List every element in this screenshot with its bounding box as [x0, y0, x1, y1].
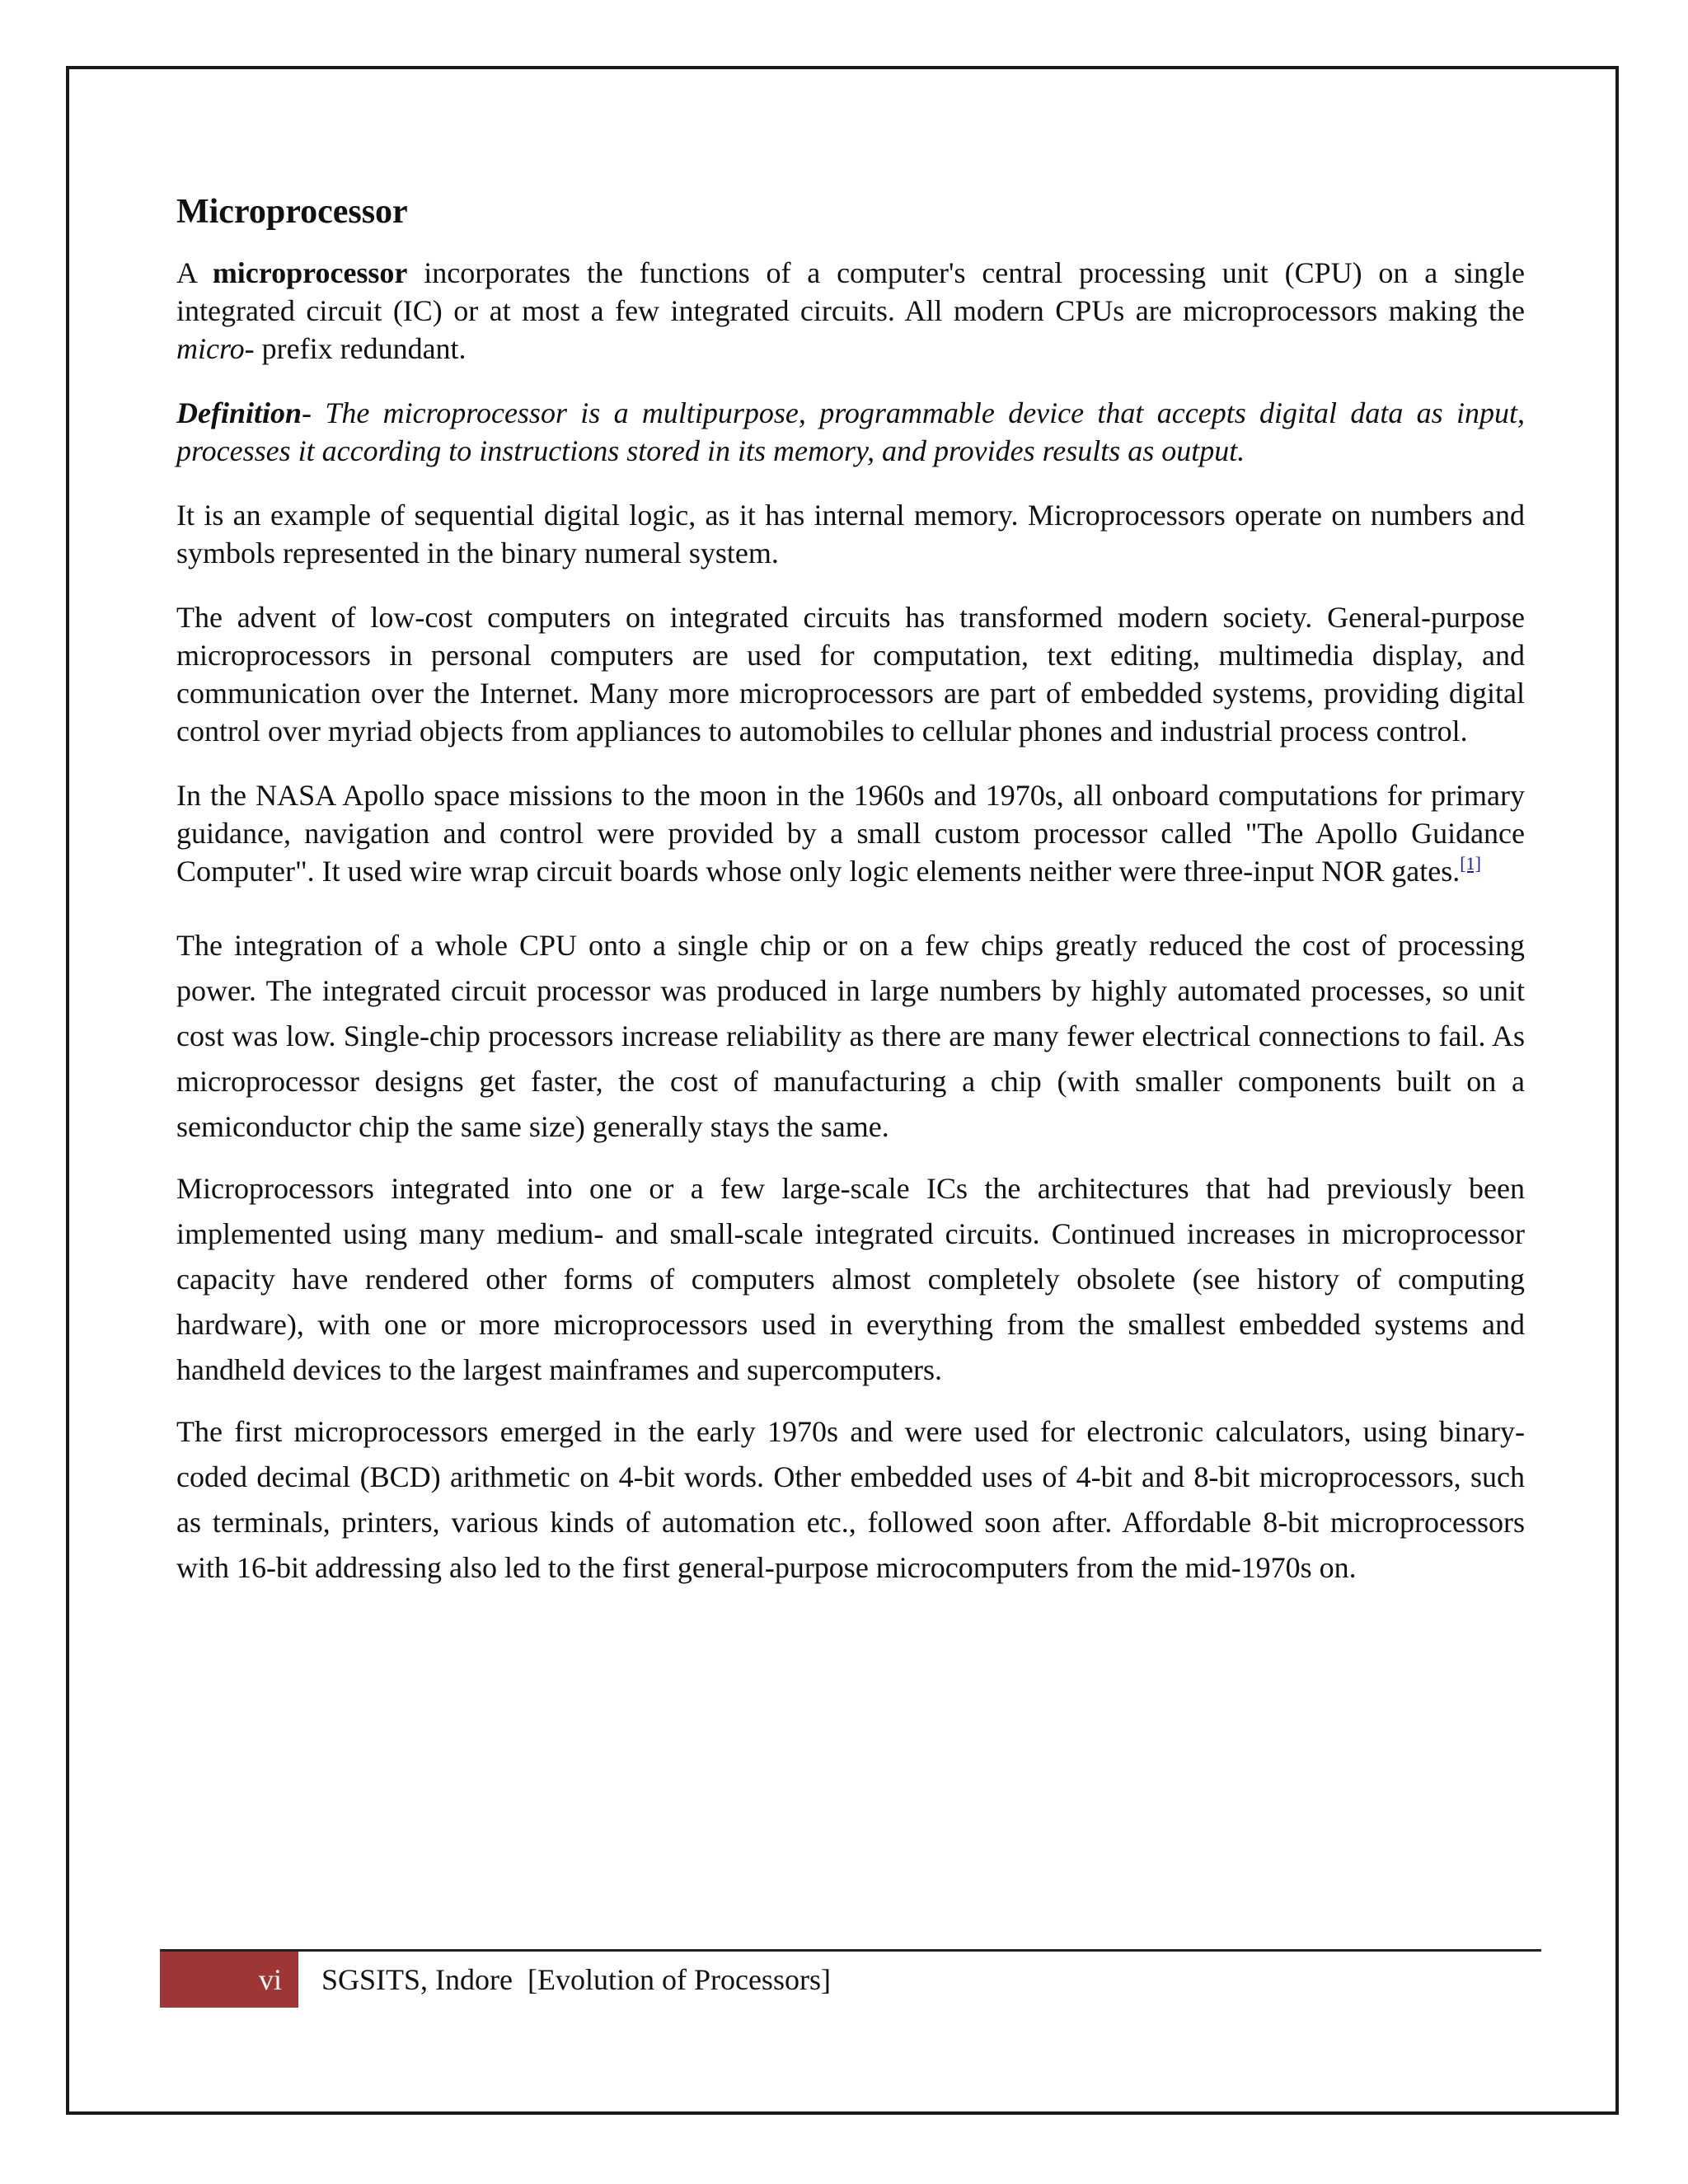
intro-text: incorporates the functions of a computer's central processing unit (CPU) on a single integrated circuit (IC) or at most a few integrated circuits. All modern CPUs are microprocessors making the [176, 256, 1525, 328]
intro-tail: - prefix redundant. [244, 332, 467, 366]
apollo-text: In the NASA Apollo space missions to the moon in the 1960s and 1970s, all onboard computations for primary guidance, navigation and control were provided by a small custom processor called "The Apollo Guidance Computer". It used wire wrap circuit boards whose only logic elements neither were three-input NOR gates. [176, 779, 1525, 888]
paragraph-first-microprocessors: The first microprocessors emerged in the early 1970s and were used for electronic calculators, using binary-coded decimal (BCD) arithmetic on 4-bit words. Other embedded uses of 4-bit and 8-bit microprocessors, such as terminals, printers, various kinds of automation etc., followed soon after. Affordable 8-bit microprocessors with 16-bit addressing also led to the first general-purpose microcomputers from the mid-1970s on. [176, 1415, 1525, 1585]
intro-lead: A [176, 256, 213, 290]
paragraph-apollo [176, 776, 1525, 890]
paragraph-low-cost-computers: The advent of low-cost computers on integrated circuits has transformed modern society. General-purpose microprocessors in personal computers are used for computation, text editing, multimedia display, and communication over the Internet. Many more microprocessors are part of embedded systems, providing digital control over myriad objects from appliances to automobiles to cellular phones and industrial process control. [176, 601, 1525, 748]
definition-paragraph [176, 394, 1525, 470]
definition-text: - The microprocessor is a multipurpose, programmable device that accepts digital data as input, processes it according to instructions stored in its memory, and provides results as output. [176, 396, 1525, 468]
paragraph-sequential-logic: It is an example of sequential digital logic, as it has internal memory. Microprocessors operate on numbers and symbols represented in the binary numeral system. [176, 499, 1525, 570]
intro-italic-term: micro [176, 332, 245, 366]
document-body [176, 191, 1525, 1591]
intro-bold-term: microprocessor [212, 256, 408, 290]
footer-text: SGSITS, Indore [Evolution of Processors] [321, 1963, 831, 1996]
paragraph-cpu-integration: The integration of a whole CPU onto a single chip or on a few chips greatly reduced the cost of processing power. The integrated circuit processor was produced in large numbers by highly automated processes, so unit cost was low. Single-chip processors increase reliability as there are many fewer electrical connections to fail. As microprocessor designs get faster, the cost of manufacturing a chip (with smaller components built on a semiconductor chip the same size) generally stays the same. [176, 929, 1525, 1144]
intro-paragraph [176, 254, 1525, 368]
reference-link[interactable]: [1] [1460, 853, 1481, 874]
definition-label: Definition [176, 396, 302, 430]
page-title: Microprocessor [176, 193, 408, 231]
page-number: vi [160, 1952, 298, 2008]
paragraph-large-scale-ics: Microprocessors integrated into one or a few large-scale ICs the architectures that had previously been implemented using many medium- and small-scale integrated circuits. Continued increases in microprocessor capacity have rendered other forms of computers almost completely obsolete (see history of computing hardware), with one or more microprocessors used in everything from the smallest embedded systems and handheld devices to the largest mainframes and supercomputers. [176, 1172, 1525, 1387]
